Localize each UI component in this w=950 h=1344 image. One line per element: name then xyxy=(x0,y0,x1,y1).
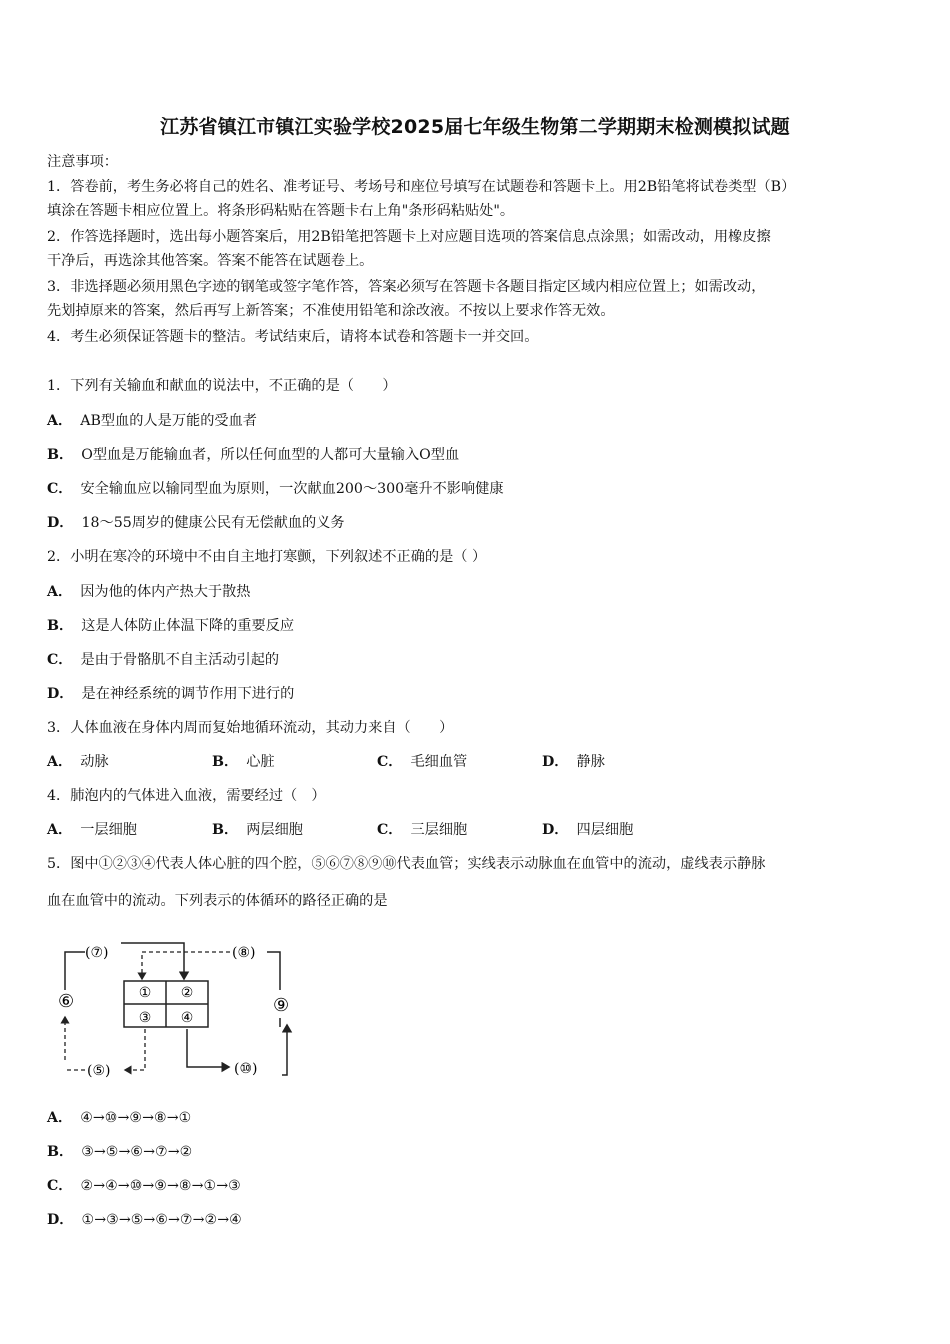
chamber-2-label: ② xyxy=(180,985,194,1001)
question-2-option-d: D． 是在神经系统的调节作用下进行的 xyxy=(47,686,295,702)
chamber-4-label: ④ xyxy=(180,1010,194,1026)
vessel-6-label: ⑥ xyxy=(58,991,75,1012)
question-5-option-c: C． ②→④→⑩→⑨→⑧→①→③ xyxy=(47,1178,241,1194)
question-5-option-b: B． ③→⑤→⑥→⑦→② xyxy=(47,1144,193,1160)
notice-line: 填涂在答题卡相应位置上。将条形码粘贴在答题卡右上角"条形码粘贴处"。 xyxy=(47,203,515,219)
question-5-stem-line2: 血在血管中的流动。下列表示的体循环的路径正确的是 xyxy=(47,893,388,909)
notice-line: 3．非选择题必须用黑色字迹的钢笔或签字笔作答，答案必须写在答题卡各题目指定区域内相应位置上；如需改动， xyxy=(47,279,766,295)
question-4-option-a: A． 一层细胞 xyxy=(47,822,137,838)
vessel-5-arrow xyxy=(125,1029,145,1070)
vessel-8-arrow xyxy=(142,952,230,979)
question-3-option-c: C． 毛细血管 xyxy=(377,754,468,770)
question-1-stem: 1．下列有关输血和献血的说法中，不正确的是（ ） xyxy=(47,378,397,394)
question-4-option-d: D． 四层细胞 xyxy=(542,822,634,838)
question-4-stem: 4．肺泡内的气体进入血液，需要经过（ ） xyxy=(47,788,326,804)
vessel-8-label: (⑧) xyxy=(232,945,256,961)
question-2-stem: 2．小明在寒冷的环境中不由自主地打寒颤，下列叙述不正确的是（ ） xyxy=(47,549,487,565)
notice-line: 先划掉原来的答案，然后再写上新答案；不准使用铅笔和涂改液。不按以上要求作答无效。 xyxy=(47,303,615,319)
page-title: 江苏省镇江市镇江实验学校2025届七年级生物第二学期期末检测模拟试题 xyxy=(160,116,790,138)
notice-line: 4．考生必须保证答题卡的整洁。考试结束后，请将本试卷和答题卡一并交回。 xyxy=(47,329,539,345)
vessel-10-arrow xyxy=(187,1029,229,1067)
question-4-option-b: B． 两层细胞 xyxy=(212,822,303,838)
vessel-7-line xyxy=(65,952,85,990)
vessel-10-label: (⑩) xyxy=(234,1061,258,1077)
heart-circulation-diagram xyxy=(47,935,297,1090)
notice-heading: 注意事项： xyxy=(47,154,118,170)
chamber-3-label: ③ xyxy=(138,1010,152,1026)
vessel-7-arrow xyxy=(121,943,184,979)
question-3-option-b: B． 心脏 xyxy=(212,754,275,770)
vessel-9-arrow xyxy=(282,1025,287,1075)
question-5-option-a: A． ④→⑩→⑨→⑧→① xyxy=(47,1110,192,1126)
question-2-option-a: A． 因为他的体内产热大于散热 xyxy=(47,584,251,600)
question-2-option-c: C． 是由于骨骼肌不自主活动引起的 xyxy=(47,652,280,668)
question-4-option-c: C． 三层细胞 xyxy=(377,822,468,838)
question-3-option-d: D． 静脉 xyxy=(542,754,605,770)
notice-line: 干净后，再选涂其他答案。答案不能答在试题卷上。 xyxy=(47,253,374,269)
vessel-8-line xyxy=(267,952,280,990)
notice-line: 2．作答选择题时，选出每小题答案后，用2B铅笔把答题卡上对应题目选项的答案信息点涂黑；如需改动，用橡皮擦 xyxy=(47,229,771,245)
vessel-9-label: ⑨ xyxy=(273,995,290,1016)
question-3-stem: 3．人体血液在身体内周而复始地循环流动，其动力来自（ ） xyxy=(47,720,454,736)
question-5-stem-line1: 5．图中①②③④代表人体心脏的四个腔，⑤⑥⑦⑧⑨⑩代表血管；实线表示动脉血在血管中的流动，虚线表示静脉 xyxy=(47,856,766,872)
question-1-option-d: D． 18～55周岁的健康公民有无偿献血的义务 xyxy=(47,515,345,531)
vessel-5-label: (⑤) xyxy=(87,1063,111,1079)
question-2-option-b: B． 这是人体防止体温下降的重要反应 xyxy=(47,618,295,634)
vessel-7-label: (⑦) xyxy=(85,945,109,961)
question-1-option-a: A． AB型血的人是万能的受血者 xyxy=(47,413,257,429)
question-1-option-c: C． 安全输血应以输同型血为原则，一次献血200～300毫升不影响健康 xyxy=(47,481,504,497)
question-1-option-b: B． O型血是万能输血者，所以任何血型的人都可大量输入O型血 xyxy=(47,447,460,463)
chamber-1-label: ① xyxy=(138,985,152,1001)
notice-line: 1．答卷前，考生务必将自己的姓名、准考证号、考场号和座位号填写在试题卷和答题卡上。用2B铅笔将试卷类型（B） xyxy=(47,179,796,195)
question-5-option-d: D． ①→③→⑤→⑥→⑦→②→④ xyxy=(47,1212,242,1228)
question-3-option-a: A． 动脉 xyxy=(47,754,109,770)
